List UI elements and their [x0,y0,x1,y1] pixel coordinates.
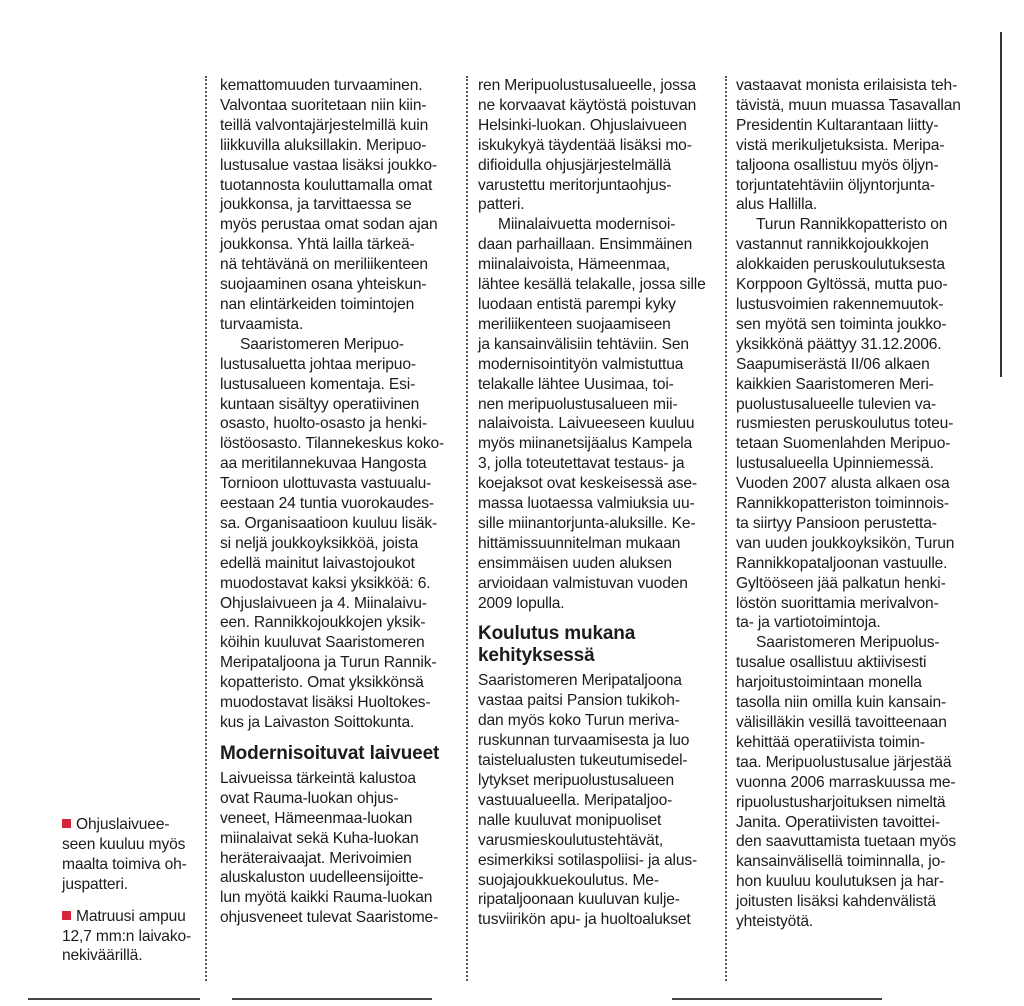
text-line: teillä valvontajärjestelmillä kuin [220,116,429,134]
text-line: alokkaiden peruskoulutuksesta [736,256,945,274]
text-line: dan myös koko Turun meriva- [478,712,680,730]
text-line: patteri. [478,196,525,214]
footer-rule [28,998,200,1000]
text-line: torjuntatehtäviin öljyntorjunta- [736,176,935,194]
text-line: Helsinki-luokan. Ohjuslaivueen [478,116,687,134]
square-bullet-icon [62,819,71,828]
text-line: taistelualusten tukeutumisedel- [478,752,688,770]
text-line: tetaan Suomenlahden Meripuo- [736,435,951,453]
text-line: lytykset meripuolustusalueen [478,772,675,789]
text-line: taljoona osallistuu myös öljyn- [736,156,939,174]
text-line: harjoitustoimintaan monella [736,674,922,692]
text-line: difioidulla ohjusjärjestelmällä [478,156,671,174]
text-line: lustusalueella Upinniemessä. [736,455,934,473]
text-line: 3, jolla toteutettavat testaus- ja [478,455,685,473]
text-line: Meripataljoona ja Turun Rannik- [220,654,437,672]
caption [62,815,200,895]
caption-line: seen kuuluu myös [62,835,186,853]
section-heading: Modernisoituvat laivueet [220,742,440,764]
text-line: nalaivoista. Laivueeseen kuuluu [478,415,695,433]
text-line: joitusten lisäksi kahdenvälistä [736,893,936,911]
text-line: ohjusveneet tulevat Saaristome- [220,909,439,927]
text-line: Ohjuslaivueen ja 4. Miinalaivu- [220,594,427,612]
text-line: edellä mainitut laivastojoukot [220,554,415,572]
text-line: ruskunnan turvaamisesta ja luo [478,732,690,750]
text-line: suojaaminen osana yhteiskun- [220,276,427,294]
text-line: lähtee kesällä telakalle, jossa sille [478,276,706,294]
text-line: kehittää operatiivista toimin- [736,733,925,751]
text-line: Vuoden 2007 alusta alkaen osa [736,475,950,493]
text-line: Rannikkopataljoonan vastuulle. [736,554,948,572]
text-line: välisilläkin vesillä tavoitteenaan [736,714,947,731]
article-column-1 [220,76,460,928]
text-line: Turun Rannikkopatteristo on [756,216,948,234]
caption [62,907,200,967]
text-line: nä tehtävänä on meriliikenteen [220,256,428,274]
section-heading: Koulutus mukana [478,623,636,645]
text-line: Laivueissa tärkeintä kalustoa [220,769,416,787]
text-line: ta siirtyy Pansioon perustetta- [736,514,937,532]
text-line: kus ja Laivaston Soittokunta. [220,714,415,731]
text-line: löstön suorittamia merivalvon- [736,594,939,612]
text-line: joukkonsa. Yhtä lailla tärkeä- [220,236,415,254]
text-line: 2009 lopulla. [478,594,565,612]
text-line: muodostavat lisäksi Huoltokes- [220,694,431,712]
text-line: joukkonsa, ja tarvittaessa se [220,196,412,214]
text-line: Korppoon Gyltössä, mutta puo- [736,276,948,294]
text-line: kaikkien Saaristomeren Meri- [736,375,934,393]
text-line: heräteraivaajat. Merivoimien [220,849,412,867]
caption-line: juspatteri. [62,875,128,893]
heading-spacer [220,733,460,743]
text-line: tävistä, muun muassa Tasavallan [736,96,961,114]
text-line: ta- ja vartiotoimintoja. [736,614,881,632]
text-line: massa luotaessa valmiuksia uu- [478,495,695,513]
text-line: sen myötä sen toiminta joukko- [736,315,947,333]
text-line: vistä merikuljetuksista. Meripa- [736,136,945,154]
text-line: vastuualueella. Meripataljoo- [478,791,673,809]
text-line: Janita. Operatiivisten tavoittei- [736,813,940,831]
caption-line: 12,7 mm:n laivako- [62,927,192,945]
text-line: veneet, Hämeenmaa-luokan [220,809,413,827]
text-line: ripataljoonaan kuuluvan kulje- [478,891,680,909]
text-line: daan parhaillaan. Ensimmäinen [478,236,693,254]
text-line: lustusalueen komentaja. Esi- [220,375,416,393]
heading-spacer [478,613,718,623]
text-line: alus Hallilla. [736,196,818,214]
caption-line: nekiväärillä. [62,947,143,965]
text-line: Saaristomeren Meripuo- [240,335,404,353]
text-line: arvioidaan valmistuvan vuoden [478,574,688,592]
text-line: lun myötä kaikki Rauma-luokan [220,889,433,907]
text-line: Saapumiserästä II/06 alkaen [736,355,930,373]
text-line: lustusaluetta johtaa meripuo- [220,355,416,373]
text-line: varusmieskoulutustehtävät, [478,831,664,849]
text-line: taa. Meripuolustusalue järjestää [736,753,952,771]
text-line: Saaristomeren Meripuolus- [756,634,940,652]
text-line: den saavuttamista tuetaan myös [736,833,957,851]
text-line: kansainvälisellä toiminnalla, jo- [736,853,946,871]
text-line: Tornioon ulottuvasta vastuualu- [220,475,432,493]
text-line: puolustusalueelle tulevien va- [736,395,937,413]
text-line: ne korvaavat käytöstä poistuvan [478,96,697,114]
text-line: kuntaan sisältyy operatiivinen [220,395,420,413]
text-line: suojajoukkuekoulutus. Me- [478,871,659,889]
page-edge-rule [1000,32,1002,377]
text-line: Rannikkopatteriston toiminnois- [736,495,949,513]
footer-rule [232,998,432,1000]
text-line: aluskaluston uudelleensijoitte- [220,869,424,887]
text-line: hon kuuluu koulutuksen ja har- [736,873,944,891]
text-line: kemattomuuden turvaaminen. [220,77,423,94]
footer-rule [672,998,882,1000]
caption-line: maalta toimiva oh- [62,855,187,873]
text-line: osasto, huolto-osasto ja henki- [220,415,427,433]
column-divider [466,76,468,981]
text-line: sa. Organisaatioon kuuluu lisäk- [220,514,438,532]
text-line: nen meripuolustusalueen mii- [478,395,678,413]
photo-captions [62,815,200,966]
text-line: aa meritilannekuvaa Hangosta [220,455,427,473]
text-line: löstöosasto. Tilannekeskus koko- [220,435,445,453]
text-line: miinalaivat sekä Kuha-luokan [220,829,419,847]
text-line: myös miinanetsijäalus Kampela [478,435,693,453]
text-line: van uuden joukkoyksikön, Turun [736,534,955,552]
text-line: luodaan entistä parempi kyky [478,295,676,313]
text-line: nan elintärkeiden toimintojen [220,295,415,313]
text-line: esimerkiksi sotilaspoliisi- ja alus- [478,851,698,869]
text-line: köihin kuuluvat Saaristomeren [220,634,425,652]
text-line: myös perustaa omat sodan ajan [220,216,438,234]
text-line: yksikkönä päättyy 31.12.2006. [736,335,942,353]
text-line: vastaa paitsi Pansion tukikoh- [478,692,680,710]
text-line: sille miinantorjunta-aluksille. Ke- [478,514,696,532]
text-line: miinalaivoista, Hämeenmaa, [478,256,670,274]
caption-line: Ohjuslaivuee- [62,815,200,835]
text-line: vastaavat monista erilaisista teh- [736,77,958,94]
text-line: kopatteristo. Omat yksikkönsä [220,674,424,692]
caption-line: Matruusi ampuu [62,907,200,927]
text-line: eestaan 24 tuntia vuorokaudes- [220,495,434,513]
text-line: varustettu meritorjuntaohjus- [478,176,672,194]
text-line: iskukykyä täydentää lisäksi mo- [478,136,692,154]
text-line: tusviirikön apu- ja huoltoalukset [478,911,691,929]
text-line: ripuolustusharjoituksen nimeltä [736,793,946,811]
column-divider [205,76,207,981]
text-line: ja kansainvälisiin tehtäviin. Sen [478,335,689,353]
text-line: nalle kuuluvat monipuoliset [478,811,662,829]
text-line: ovat Rauma-luokan ohjus- [220,789,399,807]
text-line: ren Meripuolustusalueelle, jossa [478,77,696,94]
text-line: rusmiesten peruskoulutus toteu- [736,415,954,433]
column-divider [725,76,727,981]
text-line: modernisointityön valmistuttua [478,355,684,373]
text-line: ensimmäisen uuden aluksen [478,554,672,572]
text-line: Saaristomeren Meripataljoona [478,672,682,690]
text-line: yhteistyötä. [736,913,814,931]
text-line: hittämissuunnitelman mukaan [478,534,681,552]
text-line: een. Rannikkojoukkojen yksik- [220,614,426,632]
text-line: muodostavat kaksi yksikköä: 6. [220,574,431,592]
text-line: Miinalaivuetta modernisoi- [498,216,676,234]
text-line: vastannut rannikkojoukkojen [736,236,929,254]
text-line: si neljä joukkoyksikköä, joista [220,534,419,552]
text-line: lustusalue vastaa lisäksi joukko- [220,156,437,174]
article-column-3 [736,76,982,932]
section-heading: kehityksessä [478,645,595,667]
text-line: liikkuvilla aluksillakin. Meripuo- [220,136,427,154]
text-line: meriliikenteen suojaamiseen [478,315,671,333]
text-line: koejaksot ovat keskeisessä ase- [478,475,697,493]
text-line: tuotannosta kouluttamalla omat [220,176,433,194]
square-bullet-icon [62,911,71,920]
text-line: telakalle lähtee Uusimaa, toi- [478,375,674,393]
text-line: vuonna 2006 marraskuussa me- [736,773,956,791]
text-line: tasolla niin omilla kuin kansain- [736,694,947,712]
text-line: tusalue osallistuu aktiivisesti [736,654,927,672]
text-line: Gyltööseen jää palkatun henki- [736,574,946,592]
text-line: Valvontaa suoritetaan niin kiin- [220,96,427,114]
article-column-2 [478,76,718,930]
text-line: turvaamista. [220,315,304,333]
text-line: Presidentin Kultarantaan liitty- [736,116,939,134]
text-line: lustusvoimien rakennemuutok- [736,295,944,313]
